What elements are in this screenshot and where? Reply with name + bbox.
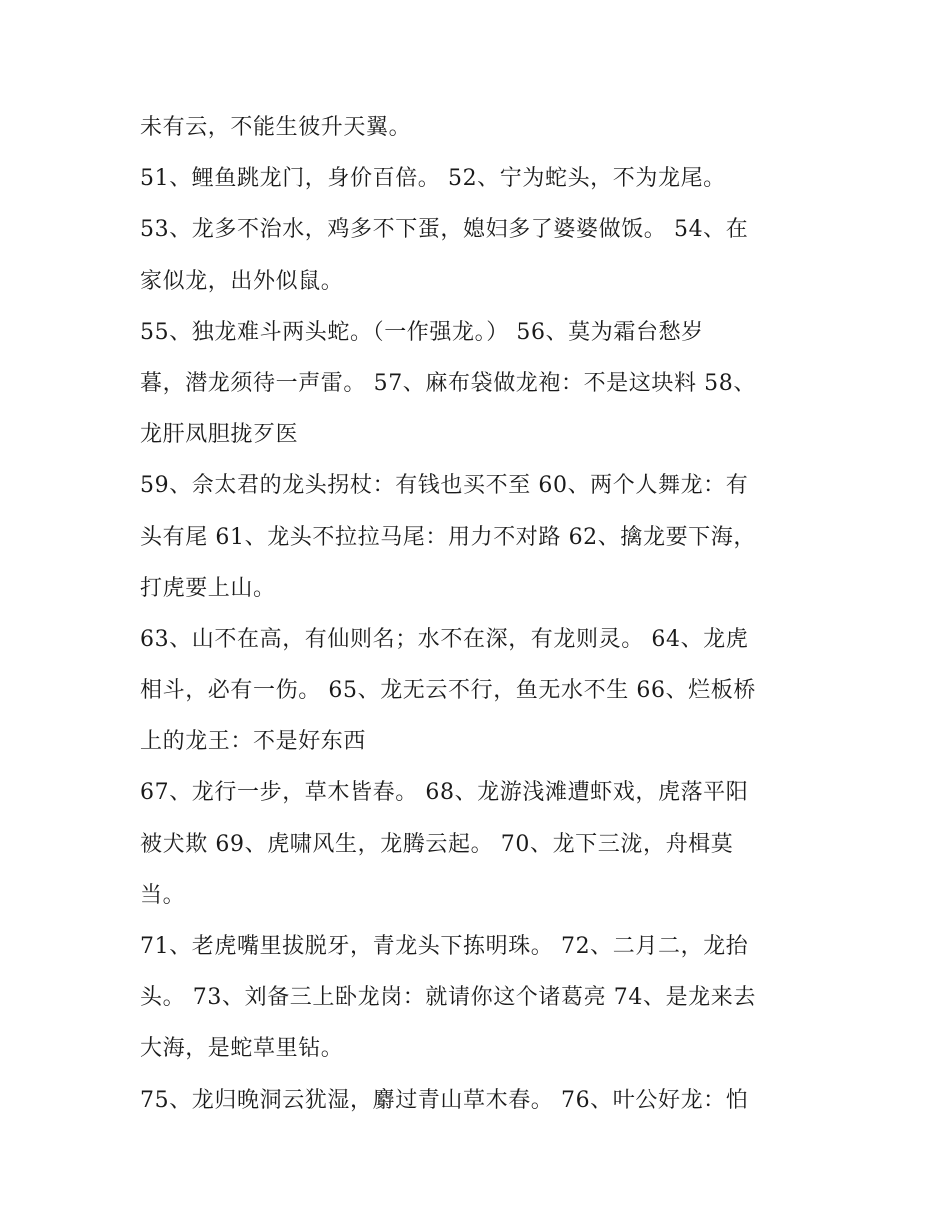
- text-line: 51、鲤鱼跳龙门，身价百倍。 52、宁为蛇头，不为龙尾。: [140, 166, 726, 192]
- text-line: 未有云，不能生彼升天翼。: [140, 115, 412, 140]
- text-line: 55、独龙难斗两头蛇。（一作强龙。） 56、莫为霜台愁岁: [140, 319, 704, 345]
- text-line: 头有尾 61、龙头不拉拉马尾：用力不对路 62、擒龙要下海，: [140, 524, 756, 550]
- text-line: 71、老虎嘴里拔脱牙，青龙头下拣明珠。 72、二月二，龙抬: [140, 934, 749, 959]
- text-line: 59、佘太君的龙头拐杖：有钱也买不至 60、两个人舞龙：有: [140, 473, 749, 499]
- text-line: 家似龙，出外似鼠。: [140, 268, 344, 294]
- text-line: 打虎要上山。: [140, 575, 276, 601]
- text-line: 63、山不在高，有仙则名；水不在深，有龙则灵。 64、龙虎: [140, 626, 749, 652]
- text-line: 大海，是蛇草里钻。: [140, 1036, 344, 1062]
- text-line: 相斗，必有一伤。 65、龙无云不行，鱼无水不生 66、烂板桥: [140, 678, 756, 704]
- text-line: 龙肝凤胆拢歹医: [140, 422, 299, 448]
- body-text: [140, 102, 820, 1126]
- text-line: 上的龙王：不是好东西: [140, 729, 367, 755]
- text-line: 当。: [140, 882, 186, 908]
- text-line: 被犬欺 69、虎啸风生，龙腾云起。 70、龙下三泷，舟楫莫: [140, 831, 734, 857]
- text-line: 头。 73、刘备三上卧龙岗：就请你这个诸葛亮 74、是龙来去: [140, 985, 756, 1011]
- text-line: 暮，潜龙须待一声雷。 57、麻布袋做龙袍：不是这块料 58、: [140, 370, 756, 396]
- text-line: 75、龙归晚洞云犹湿，麝过青山草木春。 76、叶公好龙：怕: [140, 1087, 749, 1113]
- text-line: 67、龙行一步，草木皆春。 68、龙游浅滩遭虾戏，虎落平阳: [140, 780, 749, 806]
- text-line: 53、龙多不治水，鸡多不下蛋，媳妇多了婆婆做饭。 54、在: [140, 217, 749, 243]
